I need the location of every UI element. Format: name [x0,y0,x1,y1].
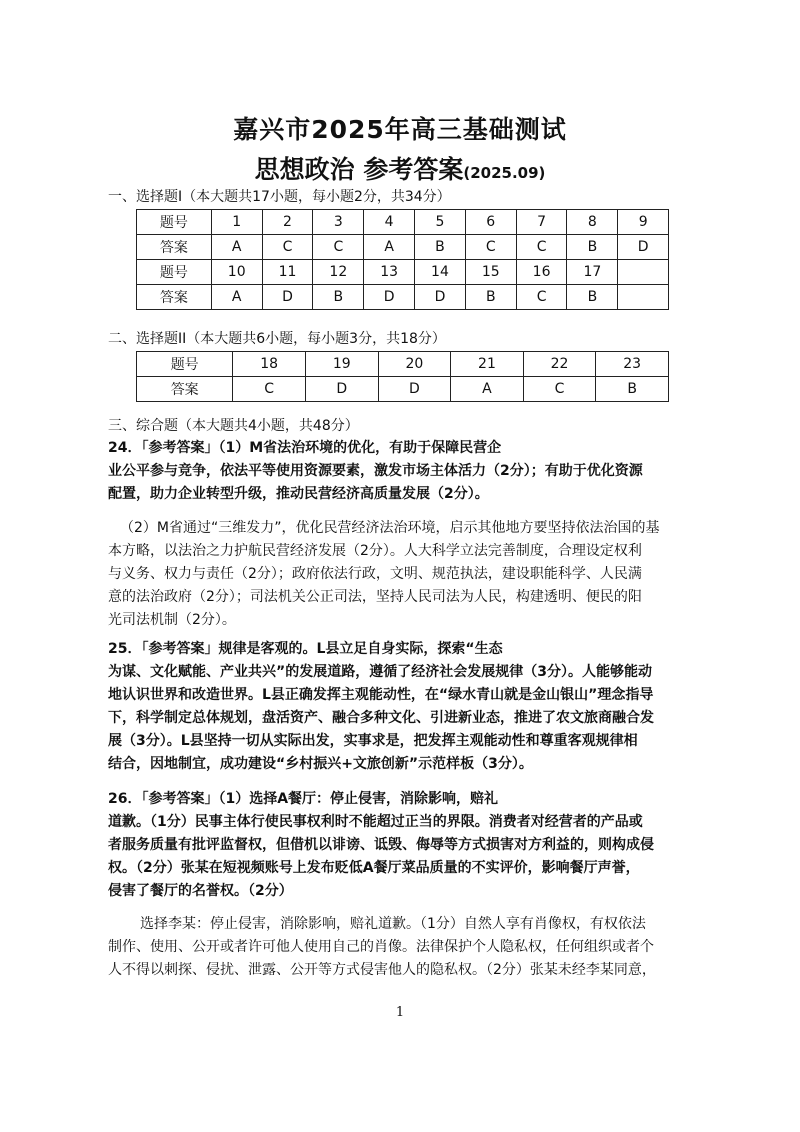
text-line: 意的法治政府（2分）；司法机关公正司法，坚持人民司法为人民，构建透明、便民的阳 [108,589,642,605]
table-cell [618,260,669,285]
table-cell: D [262,285,313,310]
table-cell: B [567,235,618,260]
row-label: 答案 [137,285,212,310]
row-label: 题号 [137,352,233,377]
document-title: 嘉兴市2025年高三基础测试 [233,115,567,144]
table-cell: 5 [415,210,466,235]
table-cell: C [313,235,364,260]
table-cell [618,285,669,310]
section2-heading: 二、选择题II（本大题共6小题，每小题3分，共18分） [108,331,446,347]
table-cell: 2 [262,210,313,235]
table-cell: 7 [516,210,567,235]
table-cell: C [262,235,313,260]
table-cell: A [211,285,262,310]
table-cell: A [364,235,415,260]
table-cell: 20 [378,352,451,377]
table-row [137,352,669,377]
table-cell: 1 [211,210,262,235]
table-cell: D [378,377,451,402]
text-line: 人不得以刺探、侵扰、泄露、公开等方式侵害他人的隐私权。（2分）张某未经李某同意， [108,962,656,978]
section1-heading: 一、选择题I（本大题共17小题，每小题2分，共34分） [108,189,451,205]
text-line: 为谋、文化赋能、产业共兴”的发展道路，遵循了经济社会发展规律（3分）。人能够能动 [108,664,652,680]
text-line: 权。（2分）张某在短视频账号上发布贬低A餐厅菜品质量的不实评价，影响餐厅声誉， [108,860,640,876]
table-cell: 11 [262,260,313,285]
table-cell: 9 [618,210,669,235]
table-cell: B [596,377,669,402]
table-cell: B [415,235,466,260]
q24-part1 [108,437,692,506]
table-cell: B [465,285,516,310]
table-cell: 16 [516,260,567,285]
text-line: 业公平参与竞争，依法平等使用资源要素，激发市场主体活力（2分）；有助于优化资源 [108,463,643,479]
text-line: 展（3分）。L县坚持一切从实际出发，实事求是，把发挥主观能动性和尊重客观规律相 [108,733,638,749]
section2-answer-table [136,351,669,402]
table-cell: 17 [567,260,618,285]
table-cell: D [415,285,466,310]
row-label: 答案 [137,235,212,260]
text-line: 结合，因地制宜，成功建设“乡村振兴+文旅创新”示范样板（3分）。 [108,756,533,772]
text-line: 与义务、权力与责任（2分）；政府依法行政，文明、规范执法，建设职能科学、人民满 [108,566,642,582]
text-line: 25．「参考答案」规律是客观的。L县立足自身实际，探索“生态 [108,641,503,657]
row-label: 题号 [137,260,212,285]
table-cell: B [313,285,364,310]
table-cell: B [567,285,618,310]
exam-date: (2025.09) [463,164,546,182]
table-cell: 10 [211,260,262,285]
text-line: 光司法机制（2分）。 [108,612,236,628]
table-row [137,235,669,260]
table-cell: 21 [451,352,524,377]
table-cell: 3 [313,210,364,235]
row-label: 答案 [137,377,233,402]
text-line: 下，科学制定总体规划，盘活资产、融合多种文化、引进新业态，推进了农文旅商融合发 [108,710,654,726]
table-cell: 13 [364,260,415,285]
table-cell: 15 [465,260,516,285]
table-cell: 22 [523,352,596,377]
text-line: 本方略，以法治之力护航民营经济发展（2分）。人大科学立法完善制度，合理设定权利 [108,543,642,559]
table-cell: 6 [465,210,516,235]
text-line: 24．「参考答案」（1）M省法治环境的优化，有助于保障民营企 [108,440,502,456]
document-subtitle [0,150,800,186]
text-line: 地认识世界和改造世界。L县正确发挥主观能动性，在“绿水青山就是金山银山”理念指导 [108,687,654,703]
table-row [137,260,669,285]
section3-heading: 三、综合题（本大题共4小题，共48分） [108,418,359,434]
table-cell: D [618,235,669,260]
q25-answer [108,638,692,776]
table-row [137,377,669,402]
table-cell: 14 [415,260,466,285]
table-cell: 18 [233,352,306,377]
text-line: 者服务质量有批评监督权，但借机以诽谤、诋毁、侮辱等方式损害对方利益的，则构成侵 [108,837,654,853]
table-cell: 8 [567,210,618,235]
text-line: 选择李某：停止侵害，消除影响，赔礼道歉。（1分）自然人享有肖像权，有权依法 [140,916,646,932]
text-line: （2）M省通过“三维发力”，优化民营经济法治环境，启示其他地方要坚持依法治国的基 [120,520,660,536]
q26-part1 [108,788,692,903]
table-cell: C [465,235,516,260]
table-cell: D [305,377,378,402]
table-cell: A [211,235,262,260]
text-line: 侵害了餐厅的名誉权。（2分） [108,883,293,899]
table-cell: 19 [305,352,378,377]
page-number: 1 [395,1005,405,1020]
table-cell: C [516,285,567,310]
section1-answer-table [136,209,669,310]
q26-part2 [108,913,692,982]
row-label: 题号 [137,210,212,235]
text-line: 道歉。（1分）民事主体行使民事权利时不能超过正当的界限。消费者对经营者的产品或 [108,814,643,830]
text-line: 配置，助力企业转型升级，推动民营经济高质量发展（2分）。 [108,486,489,502]
table-cell: 23 [596,352,669,377]
table-cell: C [523,377,596,402]
text-line: 26．「参考答案」（1）选择A餐厅：停止侵害，消除影响，赔礼 [108,791,499,807]
table-cell: C [233,377,306,402]
table-row [137,210,669,235]
q24-part2 [108,517,692,632]
text-line: 制作、使用、公开或者许可他人使用自己的肖像。法律保护个人隐私权，任何组织或者个 [108,939,654,955]
table-cell: D [364,285,415,310]
table-row [137,285,669,310]
table-cell: A [451,377,524,402]
table-cell: 12 [313,260,364,285]
table-cell: 4 [364,210,415,235]
table-cell: C [516,235,567,260]
subtitle-text: 思想政治 参考答案 [254,155,464,184]
